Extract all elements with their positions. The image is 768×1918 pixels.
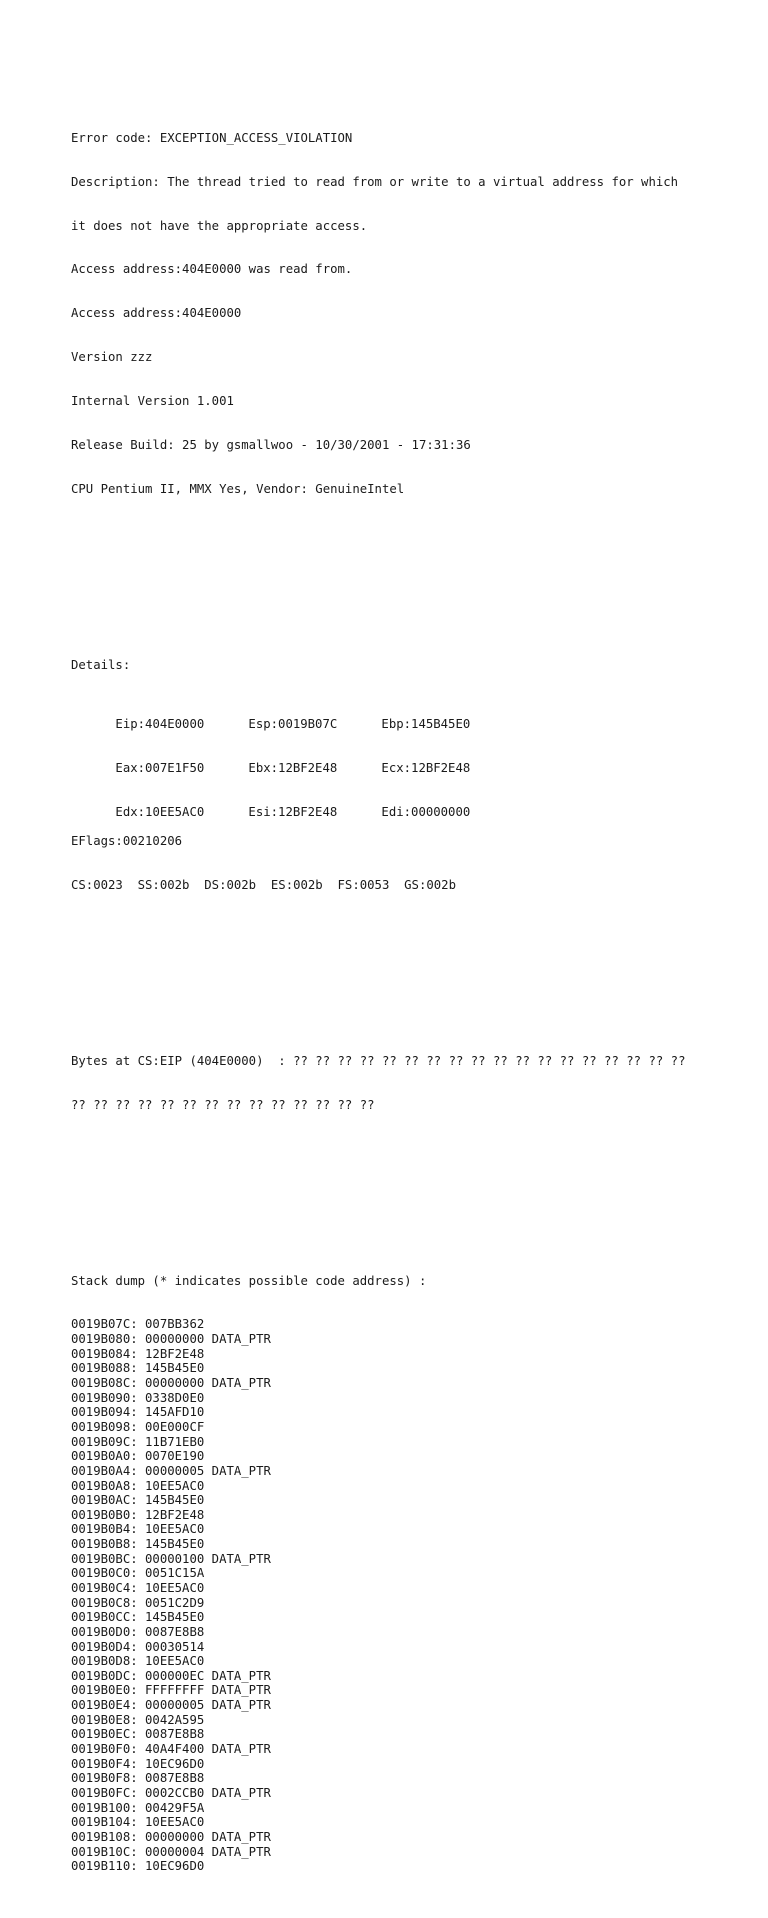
stack-row: 0019B0CC: 145B45E0 [71,1610,205,1625]
stack-row: 0019B098: 00E000CF [71,1419,205,1434]
stack-dump-list [71,1317,685,1873]
internal-version-line: Internal Version 1.001 [71,394,234,409]
register-value: Ebp:145B45E0 [381,716,471,731]
stack-row: 0019B108: 00000000 DATA_PTR [71,1829,271,1844]
details-title: Details: [71,658,131,673]
register-value: Edi:00000000 [381,804,471,819]
stack-row: 0019B0B0: 12BF2E48 [71,1507,205,1522]
stack-row: 0019B094: 145AFD10 [71,1405,205,1420]
stack-row: 0019B0E4: 00000005 DATA_PTR [71,1698,271,1713]
error-code-line: Error code: EXCEPTION_ACCESS_VIOLATION [71,130,353,145]
crash-report-document [71,72,685,1918]
register-row [71,790,685,819]
stack-row: 0019B110: 10EC96D0 [71,1859,205,1874]
blank-line [71,570,685,585]
segments-line: CS:0023 SS:002b DS:002b ES:002b FS:0053 GS:002b [71,877,456,892]
stack-row: 0019B0C4: 10EE5AC0 [71,1580,205,1595]
stack-row: 0019B0C0: 0051C15A [71,1566,205,1581]
cpu-line: CPU Pentium II, MMX Yes, Vendor: GenuineIntel [71,482,405,497]
stack-row: 0019B09C: 11B71EB0 [71,1434,205,1449]
stack-row: 0019B0EC: 0087E8B8 [71,1727,205,1742]
description-line-1: Description: The thread tried to read from or write to a virtual address for which [71,174,679,189]
stack-row: 0019B090: 0338D0E0 [71,1390,205,1405]
stack-row: 0019B104: 10EE5AC0 [71,1815,205,1830]
register-value: Ecx:12BF2E48 [381,760,471,775]
stack-row: 0019B0D4: 00030514 [71,1639,205,1654]
stack-row: 0019B10C: 00000004 DATA_PTR [71,1844,271,1859]
stack-row: 0019B0E8: 0042A595 [71,1712,205,1727]
details-section [71,629,685,922]
stack-row: 0019B0C8: 0051C2D9 [71,1595,205,1610]
stack-row: 0019B0F8: 0087E8B8 [71,1771,205,1786]
stack-section [71,1244,685,1903]
stack-row: 0019B100: 00429F5A [71,1800,205,1815]
stack-row: 0019B0F0: 40A4F400 DATA_PTR [71,1742,271,1757]
stack-row: 0019B080: 00000000 DATA_PTR [71,1332,271,1347]
blank-line [71,966,685,981]
stack-row: 0019B0A0: 0070E190 [71,1449,205,1464]
stack-row: 0019B07C: 007BB362 [71,1317,205,1332]
register-row [71,746,685,775]
stack-row: 0019B0E0: FFFFFFFF DATA_PTR [71,1683,271,1698]
header-section [71,101,685,526]
stack-row: 0019B0D0: 0087E8B8 [71,1624,205,1639]
stack-row: 0019B0F4: 10EC96D0 [71,1756,205,1771]
stack-row: 0019B0AC: 145B45E0 [71,1493,205,1508]
access-read-line: Access address:404E0000 was read from. [71,262,353,277]
register-row [71,702,685,731]
stack-row: 0019B0D8: 10EE5AC0 [71,1654,205,1669]
bytes-line-2: ?? ?? ?? ?? ?? ?? ?? ?? ?? ?? ?? ?? ?? ?? [71,1097,375,1112]
access-address-line: Access address:404E0000 [71,306,242,321]
stack-row: 0019B088: 145B45E0 [71,1361,205,1376]
stack-row: 0019B0A4: 00000005 DATA_PTR [71,1463,271,1478]
register-value: Eip:404E0000 [115,716,205,731]
bytes-section [71,1024,685,1141]
blank-line [71,1186,685,1201]
stack-title: Stack dump (* indicates possible code address) : [71,1273,427,1288]
stack-row: 0019B0DC: 000000EC DATA_PTR [71,1668,271,1683]
bytes-line-1: Bytes at CS:EIP (404E0000) : ?? ?? ?? ?? ?? ?? ?? ?? ?? ?? ?? ?? ?? ?? ?? ?? ?? ?? [71,1053,686,1068]
version-line: Version zzz [71,350,153,365]
register-value: Eax:007E1F50 [115,760,205,775]
description-line-2: it does not have the appropriate access. [71,218,368,233]
register-value: Esi:12BF2E48 [248,804,338,819]
register-value: Esp:0019B07C [248,716,338,731]
stack-row: 0019B0B8: 145B45E0 [71,1537,205,1552]
stack-row: 0019B084: 12BF2E48 [71,1346,205,1361]
stack-row: 0019B0B4: 10EE5AC0 [71,1522,205,1537]
eflags-line: EFlags:00210206 [71,833,183,848]
stack-row: 0019B0A8: 10EE5AC0 [71,1478,205,1493]
stack-row: 0019B0BC: 00000100 DATA_PTR [71,1551,271,1566]
release-build-line: Release Build: 25 by gsmallwoo - 10/30/2001 - 17:31:36 [71,438,471,453]
stack-row: 0019B0FC: 0002CCB0 DATA_PTR [71,1785,271,1800]
register-value: Edx:10EE5AC0 [115,804,205,819]
stack-row: 0019B08C: 00000000 DATA_PTR [71,1376,271,1391]
register-value: Ebx:12BF2E48 [248,760,338,775]
